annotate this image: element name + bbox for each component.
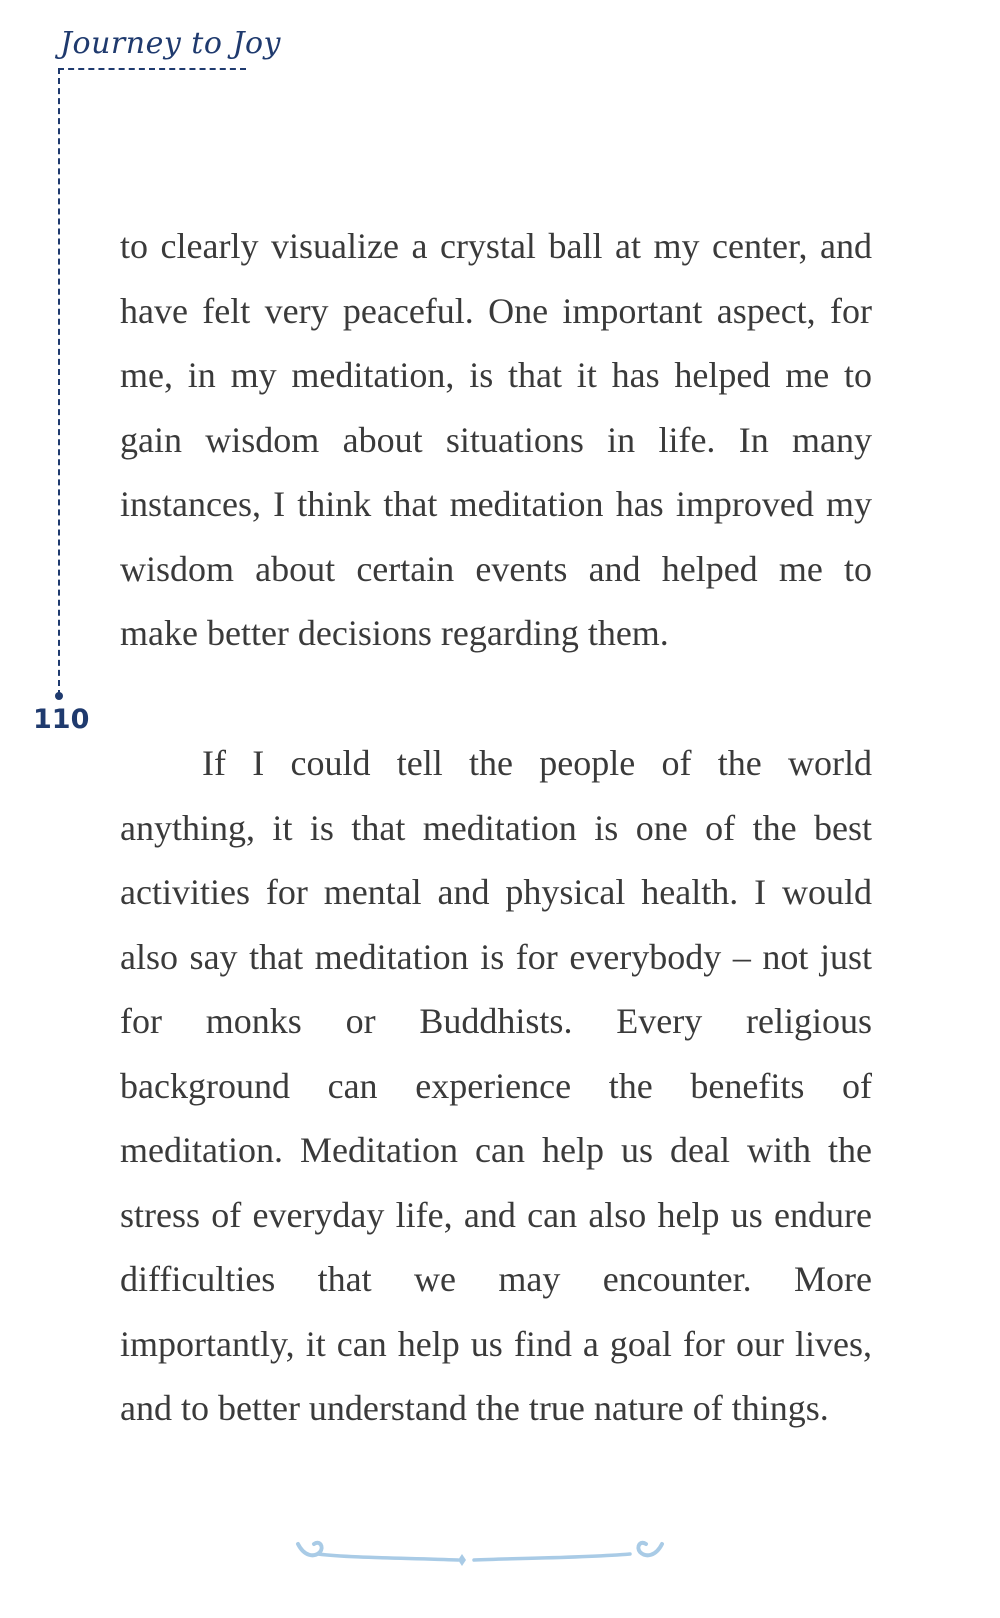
title-dashed-underline: [58, 68, 246, 70]
page-number: 110: [33, 704, 90, 735]
guide-end-dot: [55, 692, 63, 700]
vertical-dashed-guide: [58, 68, 60, 696]
paragraph-1: to clearly visualize a crystal ball at my center, and have felt very peaceful. One important aspect, for me, in my meditation, is that it has helped me to gain wisdom about situations in life. In many instances, I think that meditation has improved my wisdom about certain events and helped me to make better decisions regarding them.: [120, 226, 872, 653]
running-title: Journey to Joy: [60, 26, 281, 61]
flourish-divider-icon: [290, 1530, 670, 1570]
paragraph-2: If I could tell the people of the world anything, it is that meditation is one of the best activities for mental and physical health. I would also say that meditation is for everybody – not just for monks or Buddhists. Every religious background can experience the benefits of meditation. Meditation can help us deal with the stress of everyday life, and can also help us endure difficulties that we may encounter. More importantly, it can help us find a goal for our lives, and to better understand the true nature of things.: [120, 743, 872, 1428]
